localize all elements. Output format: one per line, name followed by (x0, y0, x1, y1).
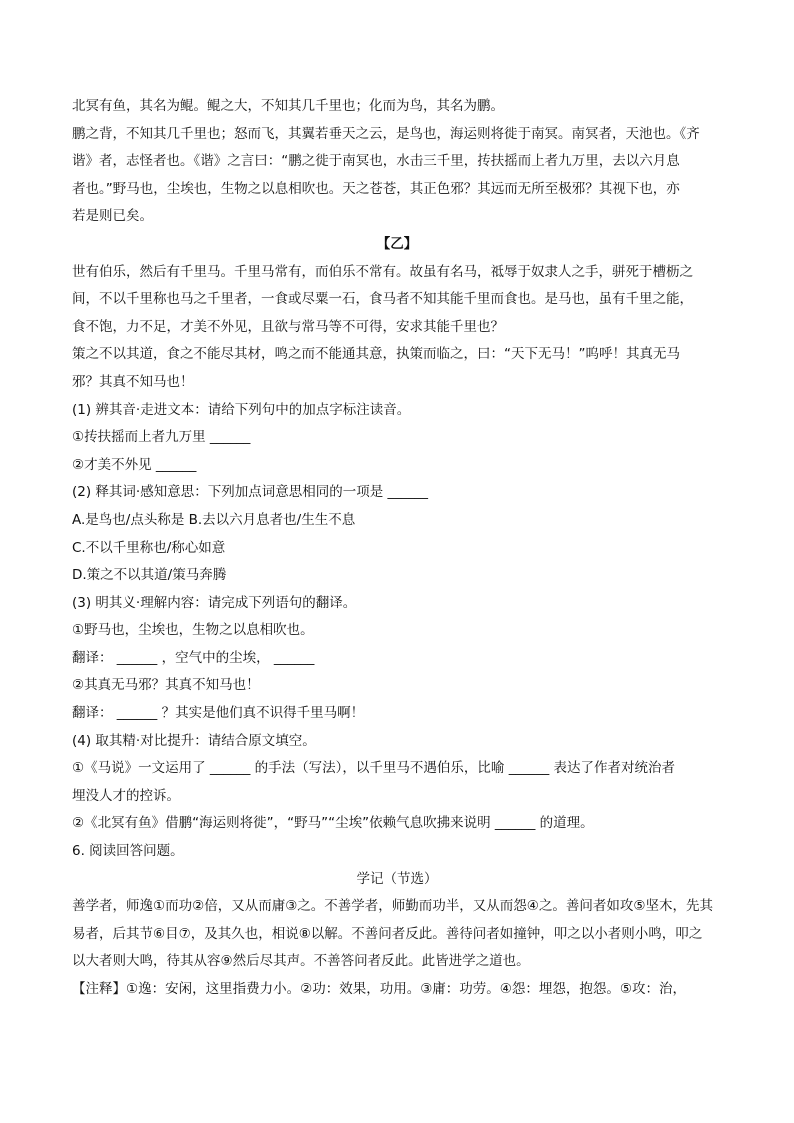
text-line: 间，不以千里称也马之千里者，一食或尽粟一石，食马者不知其能千里而食也。是马也，虽有千里之能， (72, 291, 693, 308)
text-line: 邪？其真不知马也！ (72, 373, 194, 390)
question-4-item: ②《北冥有鱼》借鹏“海运则将徙”，“野马”“尘埃”依赖气息吹拂来说明 ______ 的道理。 (72, 815, 594, 832)
text-line: 策之不以其道，食之不能尽其材，鸣之而不能通其意，执策而临之，曰：“天下无马！”呜呼！其真无马 (72, 346, 680, 363)
notes-line: 【注释】①逸：安闲，这里指费力小。②功：效果，功用。③庸：功劳。④怨：埋怨，抱怨。⑤攻：治， (72, 981, 687, 997)
text-line: 鹏之背，不知其几千里也；怒而飞，其翼若垂天之云，是鸟也，海运则将徙于南冥。南冥者，天池也。《齐 (72, 125, 700, 142)
question-4-item: ①《马说》一文运用了 ______ 的手法（写法），以千里马不遇伯乐，比喻 ______ 表达了作者对统治者 (72, 760, 676, 777)
question-1-item: ②才美不外见 ______ (72, 456, 197, 473)
text-line: 谐》者，志怪者也。《谐》之言曰：“鹏之徙于南冥也，水击三千里，抟扶摇而上者九万里，去以六月息 (72, 153, 680, 170)
text-line: 者也。”野马也，尘埃也，生物之以息相吹也。天之苍苍，其正色邪？其远而无所至极邪？其视下也，亦 (72, 180, 680, 197)
question-2-option: D.策之不以其道/策马奔腾 (72, 567, 227, 584)
section-heading-yi: 【乙】 (376, 235, 418, 252)
question-3-translation: 翻译： ______ ？其实是他们真不识得千里马啊！ (72, 705, 365, 722)
question-1-item: ①抟扶摇而上者九万里 ______ (72, 429, 251, 446)
question-3-title: (3) 明其义·理解内容：请完成下列语句的翻译。 (72, 594, 357, 611)
question-3-translation: 翻译： ______ ，空气中的尘埃， ______ (72, 649, 315, 666)
question-3-item: ②其真无马邪？其真不知马也！ (72, 677, 260, 694)
passage-line: 以大者则大鸣，待其从容⑨然后尽其声。不善答问者反此。此皆进学之道也。 (72, 953, 530, 970)
text-line: 若是则已矣。 (72, 208, 153, 225)
document-body (72, 93, 722, 1004)
passage-line: 善学者，师逸①而功②倍，又从而庸③之。不善学者，师勤而功半，又从而怨④之。善问者如攻⑤坚木，先其 (72, 898, 714, 915)
text-line: 北冥有鱼，其名为鲲。鲲之大，不知其几千里也；化而为鸟，其名为鹏。 (72, 98, 504, 114)
question-2-option: A.是鸟也/点头称是 B.去以六月息者也/生生不息 (72, 511, 356, 528)
question-4-title: (4) 取其精·对比提升：请结合原文填空。 (72, 732, 316, 749)
question-4-item: 埋没人才的控诉。 (72, 787, 180, 804)
question-1-title: (1) 辨其音·走进文本：请给下列句中的加点字标注读音。 (72, 401, 411, 418)
question-3-item: ①野马也，尘埃也，生物之以息相吹也。 (72, 622, 314, 639)
question-2-title: (2) 释其词·感知意思：下列加点词意思相同的一项是 ______ (72, 484, 428, 501)
question-2-option: C.不以千里称也/称心如意 (72, 539, 226, 556)
question-6-title: 6. 阅读回答问题。 (72, 843, 184, 860)
text-line: 世有伯乐，然后有千里马。千里马常有，而伯乐不常有。故虽有名马，祗辱于奴隶人之手，骈死于槽枥之 (72, 263, 693, 280)
passage-title: 学记（节选） (356, 870, 438, 887)
text-line: 食不饱，力不足，才美不外见，且欲与常马等不可得，安求其能千里也？ (72, 318, 504, 335)
passage-line: 易者，后其节⑥目⑦，及其久也，相说⑧以解。不善问者反此。善待问者如撞钟，叩之以小者则小鸣，叩之 (72, 925, 703, 942)
